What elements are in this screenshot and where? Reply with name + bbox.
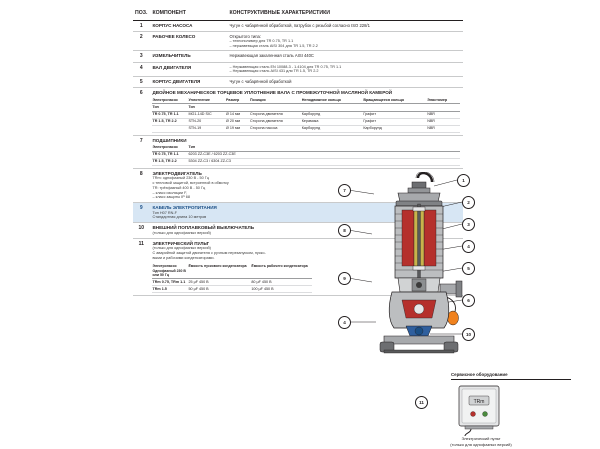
desc-line: TR: трёхфазный 400 В - 50 Гц xyxy=(152,185,206,190)
row-bearings xyxy=(150,135,463,168)
cell: MG1-14D SIC xyxy=(188,111,226,118)
table-header-row xyxy=(133,8,463,20)
row-description xyxy=(227,31,463,51)
row-number: 4 xyxy=(139,64,143,71)
row-number: 9 xyxy=(139,205,143,211)
row-number: 2 xyxy=(139,33,143,40)
col-electropump: Электронасос Однофазный 230 В или 50 Гц xyxy=(152,264,188,279)
row-number: 10 xyxy=(138,225,145,232)
table-row xyxy=(133,62,463,76)
row-number: 6 xyxy=(139,90,143,97)
col-type: Тип xyxy=(188,144,460,151)
cell: NBR xyxy=(427,118,460,125)
row-description: Чугун с чабарённой обработкой, патрубок с резьбой согласно ISO 228/1 xyxy=(229,22,370,28)
col-start-capacitor: Ёмкость пускового конденсатора xyxy=(188,264,251,279)
seal-row xyxy=(152,125,460,132)
callout-8[interactable]: 8 xyxy=(338,224,351,237)
row-seal xyxy=(150,88,463,135)
pump-svg xyxy=(312,172,596,372)
cell: TR 0.75, TR 1.1 xyxy=(152,151,188,158)
col-run-capacitor: Ёмкость рабочего конденсатора xyxy=(251,264,312,279)
table-row xyxy=(133,77,463,88)
desc-line: TRm: однофазный 230 В - 50 Гц xyxy=(152,176,209,181)
row-component: КАБЕЛЬ ЭЛЕКТРОПИТАНИЯ xyxy=(152,205,217,210)
col-seal: Уплотнение xyxy=(188,97,226,104)
callout-3[interactable]: 3 xyxy=(462,218,475,231)
capacitor-header-row xyxy=(152,264,312,279)
table-row xyxy=(133,20,463,31)
desc-line: Открытого типа: xyxy=(229,33,261,39)
svg-text:TRm: TRm xyxy=(473,399,485,405)
cell: TRm 1.5 xyxy=(152,286,188,293)
sub-empty xyxy=(226,104,460,111)
cell: Графит xyxy=(363,118,427,125)
row-number: 3 xyxy=(139,53,143,60)
cell: Карборунд xyxy=(302,125,364,132)
desc-line: – класс защиты IP 68 xyxy=(152,195,190,200)
callout-2[interactable]: 2 xyxy=(462,196,475,209)
row-number: 8 xyxy=(139,170,143,177)
callout-10[interactable]: 10 xyxy=(462,328,475,341)
callout-11[interactable]: 11 xyxy=(415,396,428,409)
capacitor-row xyxy=(152,286,312,293)
cell: Ø 14 мм xyxy=(226,111,250,118)
desc-line: Тип H07 RN-F xyxy=(152,210,177,215)
capacitor-row xyxy=(152,279,312,286)
col-elastomer: Эластомер xyxy=(427,97,460,104)
seal-row xyxy=(152,111,460,118)
col-electropump: Электронасос xyxy=(152,97,188,104)
col-size: Размер xyxy=(226,97,250,104)
cell: TR 1.5, TR 2.2 xyxy=(152,118,188,125)
cell: Ø 19 мм xyxy=(226,125,250,132)
cell: STN-20 xyxy=(188,118,226,125)
header-component: КОМПОНЕНТ xyxy=(150,8,227,20)
table-row xyxy=(133,88,463,135)
bearings-header-row xyxy=(152,144,460,151)
row-component: КОРПУС НАСОСА xyxy=(152,22,193,28)
desc-line: – Нержавеющая сталь EN 10088-3 - 1.4104 для TR 0.75, TR 1.1 xyxy=(229,64,342,69)
bearings-table xyxy=(152,144,460,165)
cell: TR 0.75, TR 1.1 xyxy=(152,111,188,118)
col-electropump: Электронасос xyxy=(152,144,188,151)
desc-line: с тепловой защитой, встроенной в обмотку xyxy=(152,181,229,186)
col-fixed-ring: Неподвижное кольцо xyxy=(302,97,364,104)
row-number: 1 xyxy=(139,22,143,29)
cell: Сторона двигателя xyxy=(250,111,302,118)
bearings-row xyxy=(152,151,460,158)
service-equipment-block xyxy=(385,372,595,447)
callout-9[interactable]: 9 xyxy=(338,272,351,285)
col-rotating-ring: Вращающееся кольцо xyxy=(363,97,427,104)
desc-line: (только для однофазных версий) xyxy=(152,246,211,251)
seal-table xyxy=(152,97,460,132)
callout-4[interactable]: 4 xyxy=(462,240,475,253)
cell: 50 µF 450 В xyxy=(188,286,251,293)
row-component: ЭЛЕКТРИЧЕСКИЙ ПУЛЬТ xyxy=(152,240,210,246)
seal-subheader-row xyxy=(152,104,460,111)
pump-cutaway-drawing xyxy=(312,172,596,372)
cell: TRm 0.75, TRm 1.1 xyxy=(152,279,188,286)
cell: 5304 ZZ-C3 / 6304 ZZ-C3 xyxy=(188,158,460,165)
panel-caption-line1: Электрический пульт xyxy=(461,436,501,441)
row-component: РАБОЧЕЕ КОЛЕСО xyxy=(152,33,196,39)
divider xyxy=(451,379,571,380)
desc-line: – нержавеющая сталь AISI 304 для TR 1.5, TR 2.2 xyxy=(229,43,318,48)
table-row xyxy=(133,135,463,168)
table-row xyxy=(133,51,463,62)
cell: Графит xyxy=(363,111,427,118)
desc-line: – класс изоляции F, xyxy=(152,190,188,195)
cell xyxy=(152,125,188,132)
header-pos: ПОЗ. xyxy=(133,8,150,20)
cell: Ø 20 мм xyxy=(226,118,250,125)
row-component: ВНЕШНИЙ ПОПЛАВКОВЫЙ ВЫКЛЮЧАТЕЛЬ xyxy=(152,225,255,231)
cell: 80 µF 450 В xyxy=(251,279,312,286)
desc-line: Стандартная длина 10 метров xyxy=(152,215,207,220)
cell: NBR xyxy=(427,111,460,118)
cell: 100 µF 450 В xyxy=(251,286,312,293)
col-position: Позиция xyxy=(250,97,302,104)
row-description: Чугун с чабарённой обработкой xyxy=(229,79,292,85)
service-equipment-title: Сервисное оборудование xyxy=(451,372,508,377)
control-panel-icon xyxy=(447,384,513,436)
capacitor-table xyxy=(152,264,312,294)
row-component: ЭЛЕКТРОДВИГАТЕЛЬ xyxy=(152,170,202,176)
cell: TR 1.5, TR 2.2 xyxy=(152,158,188,165)
seal-header-row xyxy=(152,97,460,104)
row-component: ДВОЙНОЕ МЕХАНИЧЕСКОЕ ТОРЦЕВОЕ УПЛОТНЕНИЕ ВАЛА С ПРОМЕЖУТОЧНОЙ МАСЛЯНОЙ КАМЕРОЙ xyxy=(152,90,393,96)
header-characteristics: КОНСТРУКТИВНЫЕ ХАРАКТЕРИСТИКИ xyxy=(227,8,463,20)
cell: STN-19 xyxy=(188,125,226,132)
desc-line: – технополимер для TR 0.75, TR 1.1 xyxy=(229,39,294,43)
callout-7[interactable]: 7 xyxy=(338,184,351,197)
desc-line: С аварийной защитой двигателя с ручным перезапуском, пуско- xyxy=(152,251,266,256)
row-number: 5 xyxy=(139,79,143,86)
callout-6[interactable]: 6 xyxy=(462,294,475,307)
cell: Сторона двигателя xyxy=(250,118,302,125)
cell: Сторона насоса xyxy=(250,125,302,132)
cell: NBR xyxy=(427,125,460,132)
sub-seal: Тип xyxy=(188,104,226,111)
cell: Карборунд xyxy=(363,125,427,132)
panel-caption-line2: (только для однофазных версий) xyxy=(450,442,512,447)
row-component: КОРПУС ДВИГАТЕЛЯ xyxy=(152,79,201,85)
callout-1[interactable]: 1 xyxy=(457,174,470,187)
sub-electropump: Тип xyxy=(152,104,188,111)
row-description: Нержавеющая закаленная сталь AISI 440C xyxy=(229,53,314,59)
desc-line: (только для однофазных версий) xyxy=(152,230,211,235)
row-component: ИЗМЕЛЬЧИТЕЛЬ xyxy=(152,53,191,59)
row-number: 11 xyxy=(138,240,144,247)
desc-line: – Нержавеющая сталь AISI 431 для TR 1.5, TR 2.2 xyxy=(229,69,319,74)
cell: 25 µF 450 В xyxy=(188,279,251,286)
callout-5[interactable]: 5 xyxy=(462,262,475,275)
callout-11-left[interactable]: 4 xyxy=(338,316,351,329)
desc-line: выми и рабочими конденсаторами. xyxy=(152,255,215,260)
cell: Карборунд xyxy=(302,111,364,118)
row-number: 7 xyxy=(139,137,143,144)
seal-row xyxy=(152,118,460,125)
bearings-row xyxy=(152,158,460,165)
cell: Керамика xyxy=(302,118,364,125)
row-component: ВАЛ ДВИГАТЕЛЯ xyxy=(152,64,192,70)
row-component: ПОДШИПНИКИ xyxy=(152,137,187,143)
cell: 6203 ZZ-C3E / 6203 ZZ-C3E xyxy=(188,151,460,158)
table-row xyxy=(133,31,463,51)
row-description xyxy=(227,62,463,76)
